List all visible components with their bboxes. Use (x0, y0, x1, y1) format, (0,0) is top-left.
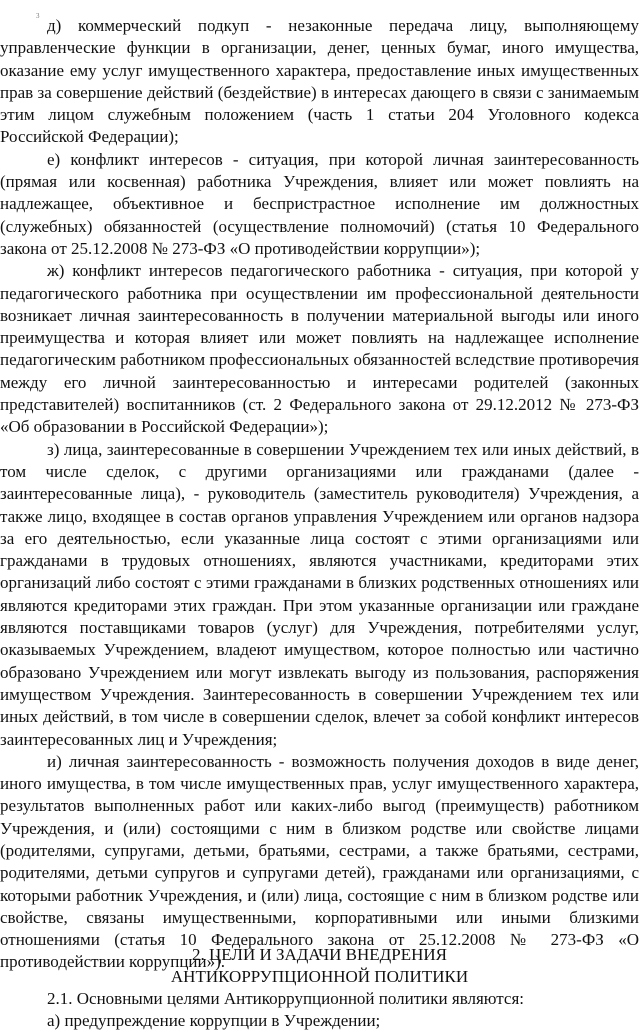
paragraph-2-1-a: а) предупреждение коррупции в Учреждении; (47, 1011, 381, 1030)
paragraph-d: д) коммерческий подкуп - незаконные передача лицу, выполняющему управленческие функции в организации, денег, ценных бумаг, иного имущества, оказание ему услуг имущественного характера, предоставление иных имущественных прав за совершение действий (бездействие) в интересах дающего в связи с занимаемым этим лицом служебным положением (часть 1 статьи 204 Уголовного кодекса Российской Федерации); (0, 16, 639, 147)
paragraph-z: з) лица, заинтересованные в совершении Учреждением тех или иных действий, в том числе сделок, с другими организациями или гражданами (далее - заинтересованные лица), - руководитель (заместитель руководителя) Учреждения, а также лицо, входящее в состав органов управления Учреждением или органов надзора за его деятельностью, если указанные лица состоят с этими организациями или гражданами в трудовых отношениях, являются участниками, кредиторами этих организаций либо состоят с этими гражданами в близких родственных отношениях или являются кредиторами этих граждан. При этом указанные организации или граждане являются поставщиками товаров (услуг) для Учреждения, потребителями услуг, оказываемых Учреждением, владеют имуществом, которое полностью или частично образовано Учреждением или могут извлекать выгоду из пользования, распоряжения имуществом Учреждения. Заинтересованность в совершении Учреждением тех или иных действий, в том числе в совершении сделок, влечет за собой конфликт интересов заинтересованных лиц и Учреждения; (0, 439, 639, 749)
paragraph-zh: ж) конфликт интересов педагогического работника - ситуация, при которой у педагогического работника при осуществлении им профессиональной деятельности возникает личная заинтересованность в получении материальной выгоды или иного преимущества и которая влияет или может повлиять на надлежащее исполнение педагогическим работником профессиональных обязанностей вследствие противоречия между его личной заинтересованностью и интересами родителей (законных представителей) воспитанников (ст. 2 Федерального закона от 29.12.2012 № 273-ФЗ «Об образовании в Российской Федерации»); (0, 261, 639, 437)
paragraph-e: е) конфликт интересов - ситуация, при которой личная заинтересованность (прямая или косвенная) работника Учреждения, влияет или может повлиять на надлежащее, объективное и беспристрастное исполнение им должностных (служебных) обязанностей (осуществление полномочий) (статья 10 Федерального закона от 25.12.2008 № 273-ФЗ «О противодействии коррупции»); (0, 149, 639, 258)
section-heading (0, 944, 639, 988)
definitions-block (0, 15, 639, 974)
page-mark: 3 (36, 12, 40, 20)
section-body (0, 988, 639, 1032)
section-title-line2: АНТИКОРРУПЦИОННОЙ ПОЛИТИКИ (170, 967, 469, 986)
paragraph-2-1: 2.1. Основными целями Антикоррупционной политики являются: (47, 989, 524, 1008)
section-title-line1: 2. ЦЕЛИ И ЗАДАЧИ ВНЕДРЕНИЯ (191, 945, 447, 964)
paragraph-i: и) личная заинтересованность - возможность получения доходов в виде денег, иного имущества, в том числе имущественных прав, услуг имущественного характера, результатов выполненных работ или каких-либо выгод (преимуществ) работником Учреждения, и (или) состоящими с ним в близком родстве или свойстве лицами (родителями, супругами, детьми, братьями, сестрами, а также братьями, сестрами, родителями, детьми супругов и супругами детей), гражданами или организациями, с которыми работник Учреждения, и (или) лица, состоящие с ним в близком родстве или свойстве, связаны имущественными, корпоративными или иными близкими отношениями (статья 10 Федерального закона от 25.12.2008 № 273-ФЗ «О противодействии коррупции»). (0, 751, 639, 972)
